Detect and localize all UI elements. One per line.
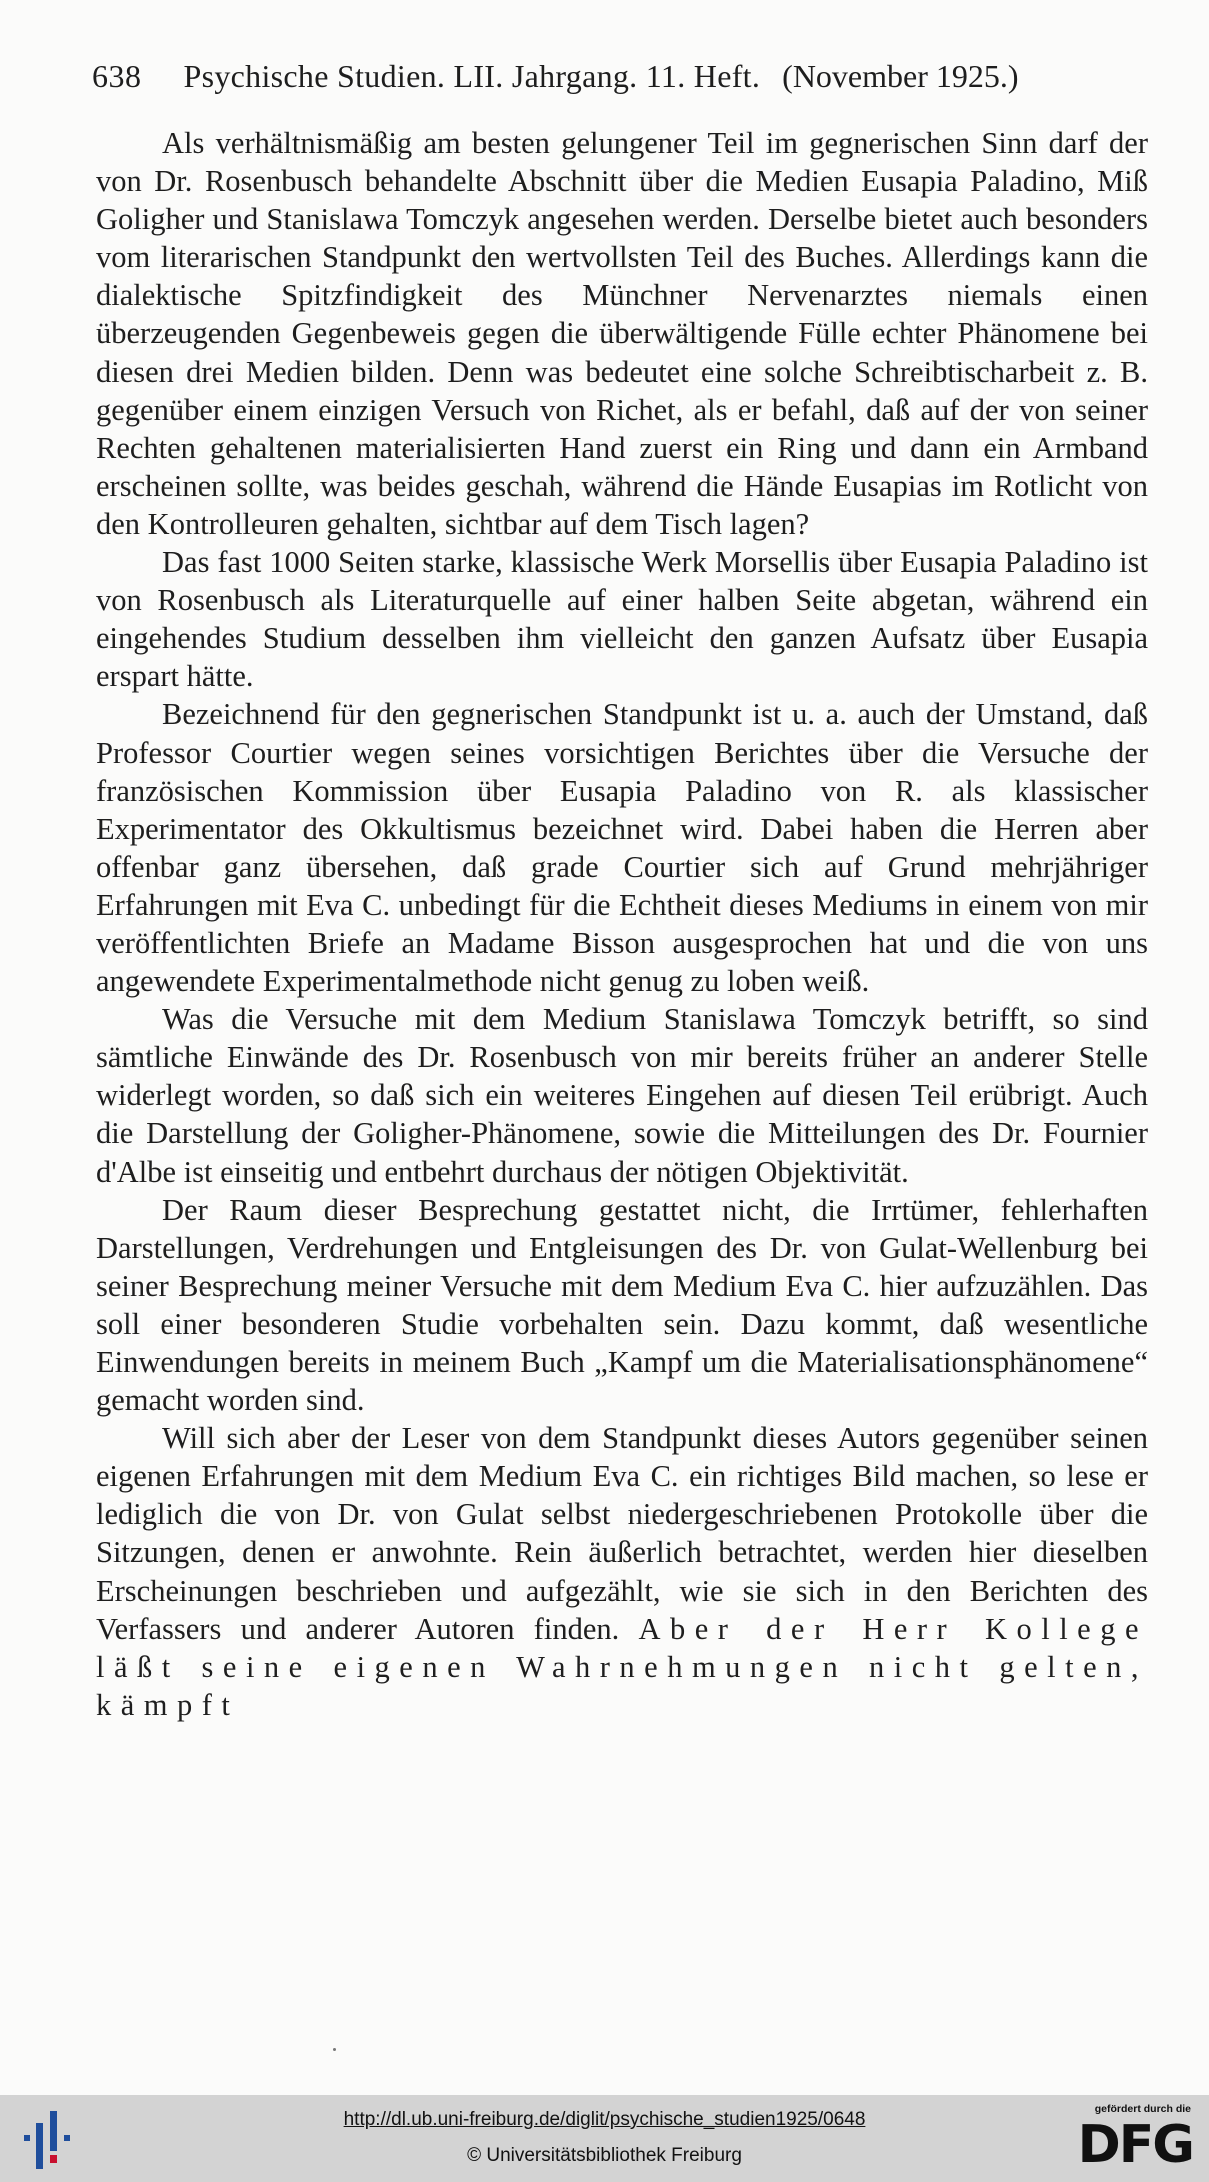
running-head: [92, 58, 1142, 108]
copyright-notice: © Universitätsbibliothek Freiburg: [467, 2145, 742, 2166]
paragraph-5: Der Raum dieser Besprechung gestattet nicht, die Irrtümer, fehlerhaften Darstellungen, Verdrehungen und Entgleisungen des Dr. von Gulat-Wellenburg bei seiner Besprechung meiner Versuche mit dem Medium Eva C. hier aufzuzählen. Das soll einer besonderen Studie vorbehalten sein. Dazu kommt, daß wesentliche Einwendungen bereits in meinem Buch „Kampf um die Materialisationsphänomene“ gemacht worden sind.: [96, 1192, 1148, 1418]
paragraph-6-spaced-text: Aber der Herr Kollege läßt seine eigenen Wahrnehmungen nicht gelten, kämpft: [96, 1611, 1148, 1722]
source-url-link[interactable]: http://dl.ub.uni-freiburg.de/diglit/psychische_studien1925/0648: [343, 2109, 866, 2130]
dfg-caption: gefördert durch die: [1094, 2103, 1191, 2115]
paragraph-1: Als verhältnismäßig am besten gelungener Teil im gegnerischen Sinn darf der von Dr. Rosenbusch behandelte Abschnitt über die Medien Eusapia Paladino, Miß Goligher und Stanislawa Tomczyk angesehen werden. Derselbe bietet auch besonders vom literarischen Standpunkt den wertvollsten Teil des Buches. Allerdings kann die dialektische Spitzfindigkeit des Münchner Nervenarztes niemals einen überzeugenden Gegenbeweis gegen die überwältigende Fülle echter Phänomene bei diesen drei Medien bilden. Denn was bedeutet eine solche Schreibtischarbeit z. B. gegenüber einem einzigen Versuch von Richet, als er befahl, daß auf der von seiner Rechten gehaltenen materialisierten Hand zuerst ein Ring und dann ein Armband erscheinen sollte, was beides geschah, während die Hände Eusapias im Rotlicht von den Kontrolleuren gehalten, sichtbar auf dem Tisch lagen?: [96, 126, 1148, 541]
paragraph-6-text: Will sich aber der Leser von dem Standpunkt dieses Autors gegenüber seinen eigenen Erfahrungen mit dem Medium Eva C. ein richtiges Bild machen, so lese er lediglich die von Dr. von Gulat selbst niedergeschriebenen Protokolle über die Sitzungen, denen er anwohnte. Rein äußerlich betrachtet, werden hier dieselben Erscheinungen beschrieben und aufgezählt, wie sie sich in den Berichten des Verfassers und anderer Autoren finden.: [96, 1421, 1148, 1646]
body-text: [96, 124, 1148, 1724]
paragraph-4: Was die Versuche mit dem Medium Stanislawa Tomczyk betrifft, so sind sämtliche Einwände des Dr. Rosenbusch von mir bereits früher an anderer Stelle widerlegt worden, so daß sich ein weiteres Eingehen auf diesen Teil erübrigt. Auch die Darstellung der Goligher-Phänomene, sowie die Mitteilungen des Dr. Fournier d'Albe ist einseitig und entbehrt durchaus der nötigen Objektivität.: [96, 1002, 1148, 1189]
paragraph-6: [96, 1419, 1148, 1724]
paragraph-2: Das fast 1000 Seiten starke, klassische Werk Morsellis über Eusapia Paladino ist von Rosenbusch als Literaturquelle auf einer halben Seite abgetan, während ein eingehendes Studium desselben ihm vielleicht den ganzen Aufsatz über Eusapia erspart hätte.: [96, 545, 1148, 694]
issue-date: (November 1925.): [782, 58, 1019, 94]
dfg-logo: [1065, 2103, 1195, 2177]
journal-title: Psychische Studien. LII. Jahrgang. 11. Heft.: [183, 58, 761, 94]
paragraph-3: Bezeichnend für den gegnerischen Standpunkt ist u. a. auch der Umstand, daß Professor Courtier wegen seines vorsichtigen Berichtes über die Versuche der französischen Kommission über Eusapia Paladino von R. als klassischer Experimentator des Okkultismus bezeichnet wird. Dabei haben die Herren aber offenbar ganz übersehen, daß grade Courtier sich auf Grund mehrjähriger Erfahrungen mit Eva C. unbedingt für die Echtheit dieses Mediums in einem von mir veröffentlichten Briefe an Madame Bisson ausgesprochen hat und die von uns angewendete Experimentalmethode nicht genug zu loben weiß.: [96, 697, 1148, 999]
dfg-logo-text: DFG: [1077, 2115, 1193, 2175]
footer-bar: [0, 2095, 1209, 2182]
page-number: 638: [92, 58, 142, 94]
scan-speck: [333, 2048, 336, 2051]
